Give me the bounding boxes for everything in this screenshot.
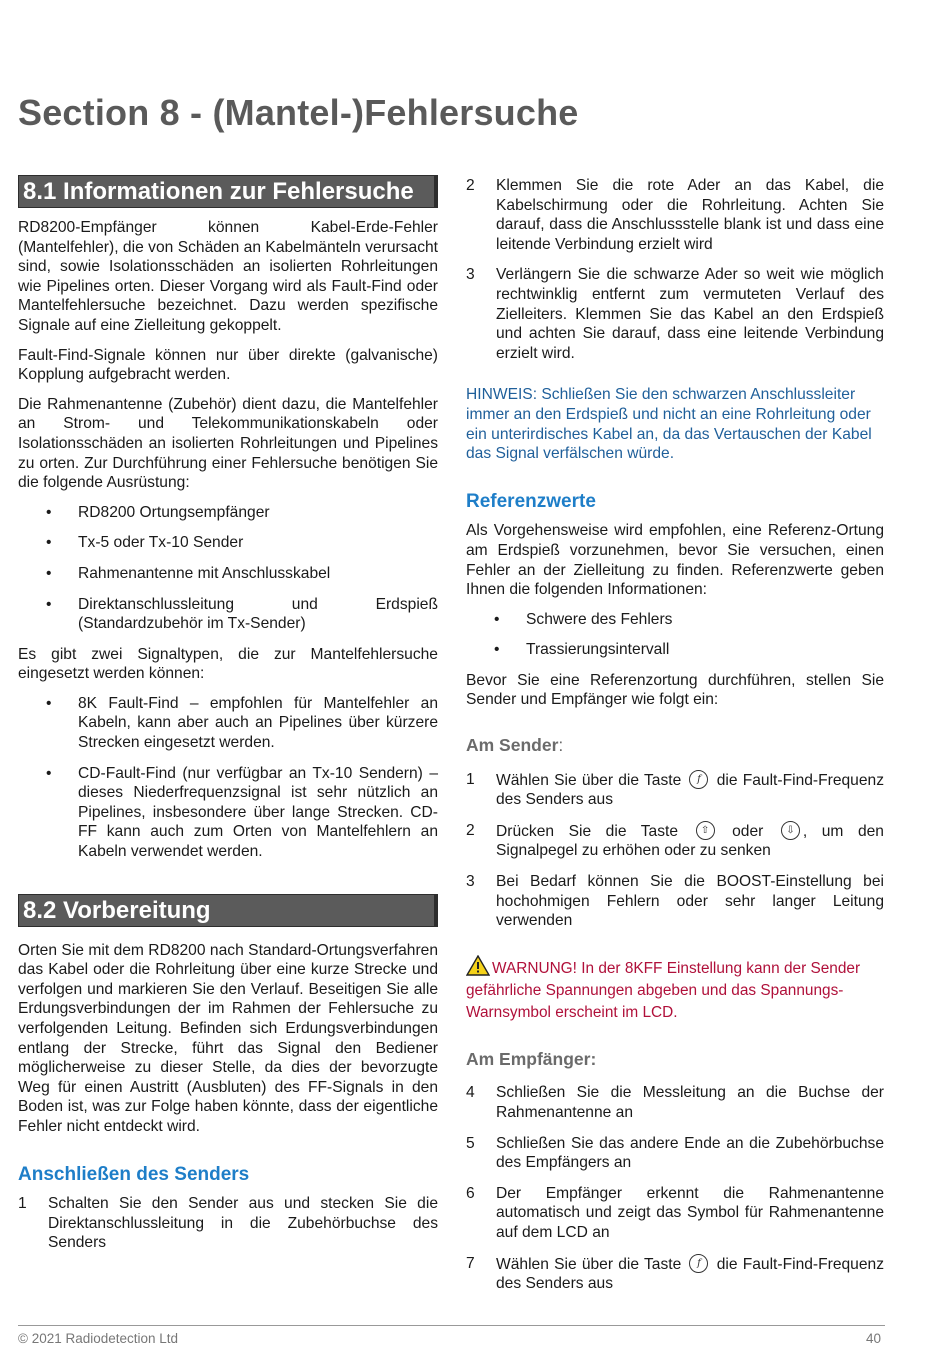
frame-antenna-paragraph: Die Rahmenantenne (Zubehör) dient dazu, die Mantelfehler an Strom- und Telekommunikationskabeln oder Isolationsschäden an isolierten Rohrleitungen und Pipelines zu orten. Zur Durchführung einer Fehlersuche benötigen Sie die folgende Ausrüstung: [18,395,438,492]
list-item: • RD8200 Ortungsempfänger [18,503,438,523]
reference-list [466,610,884,660]
reference-setup-paragraph: Bevor Sie eine Referenzortung durchführen, stellen Sie Sender und Empfänger wie folgt ein: [466,671,884,709]
warning-text: WARNUNG! In der 8KFF Einstellung kann der Sender gefährliche Spannungen abgeben und das Spannungs-Warnsymbol erscheint im LCD. [466,959,861,1021]
connect-steps [18,1194,438,1253]
warning-block [466,955,884,1024]
step-text-part: oder [732,822,764,840]
step-number: 3 [466,873,475,891]
step-number: 4 [466,1084,475,1102]
step-item [466,176,884,254]
page-title: Section 8 - (Mantel-)Fehlersuche [18,92,579,133]
page-number: 40 [866,1331,882,1346]
step-text: Schließen Sie das andere Ende an die Zubehörbuchse des Empfängers an [496,1134,884,1172]
fault-find-key-icon: f [689,770,708,789]
signal-types-list [18,694,438,862]
step-item [466,265,884,363]
warning-triangle-icon [466,955,490,976]
list-item: • Rahmenantenne mit Anschlusskabel [18,564,438,584]
receiver-heading: Am Empfänger: [466,1048,597,1069]
step-number: 7 [466,1254,475,1272]
reference-paragraph: Als Vorgehensweise wird empfohlen, eine Referenz-Ortung am Erdspieß vorzunehmen, bevor Sie versuchen, einen Fehler an der Zielleitung zu finden. Referenzwerte geben Ihnen die folgenden Informationen: [466,522,884,599]
step-number: 6 [466,1184,475,1202]
list-item: • Direktanschlussleitung und Erdspieß (Standardzubehör im Tx-Sender) [18,595,438,634]
sender-steps [466,770,884,931]
list-item: • Schwere des Fehlers [466,610,884,630]
step-item [18,1194,438,1253]
step-text: Schalten Sie den Sender aus und stecken Sie die Direktanschlussleitung in die Zubehörbuchse des Senders [48,1195,438,1252]
step-item [466,872,884,931]
step-item [466,1083,884,1122]
step-text-part: Drücken Sie die Taste [496,822,679,840]
step-text [496,823,884,860]
step-number: 3 [466,266,475,284]
right-column [466,176,884,1305]
connect-sender-heading: Anschließen des Senders [18,1163,250,1185]
up-arrow-key-icon: ⇧ [696,821,715,840]
step-number: 2 [466,177,475,194]
step-item [466,1184,884,1243]
footer-divider [18,1325,885,1326]
step-item [466,770,884,810]
step-text: Klemmen Sie die rote Ader an das Kabel, die Kabelschirmung oder die Rohrleitung. Achten Sie darauf, dass die Anschlussstelle blank ist und dass eine leitende Verbindung erzielt wird [496,177,884,253]
step-number: 2 [466,821,475,839]
down-arrow-key-icon: ⇩ [781,821,800,840]
fault-find-key-icon: f [689,1254,708,1273]
note-text: HINWEIS: Schließen Sie den schwarzen Anschlussleiter immer an den Erdspieß und nicht an eine Rohrleitung oder ein unterirdisches Kabel an, da das Vertauschen der Kabel das Signal verfälschen würde. [466,386,872,463]
sender-heading-label: Am Sender [466,735,559,756]
list-item: • Tx-5 oder Tx-10 Sender [18,533,438,553]
intro-paragraph: RD8200-Empfänger können Kabel-Erde-Fehler (Mantelfehler), die von Schäden an Kabelmänteln verursacht sind, sowie Isolationsschäden an isolierten Rohrleitungen wie Pipelines orten. Dieser Vorgang wird als Fault-Find oder Mantelfehlersuche bezeichnet. Dazu werden spezifische Signale auf eine Zielleitung gekoppelt. [18,219,438,334]
step-item [466,1134,884,1173]
step-number: 1 [18,1195,27,1213]
step-text [496,772,884,809]
sender-heading [466,736,884,756]
step-text [496,1256,884,1293]
list-item: • CD-Fault-Find (nur verfügbar an Tx-10 Sendern) – dieses Niederfrequenzsignal ist sehr nützlich an Pipelines, insbesondere über lange Strecken. CD-FF kann auch zum Orten von Mantelfehlern an Kabeln verwendet werden. [18,764,438,862]
left-column [18,175,438,1264]
list-item: • 8K Fault-Find – empfohlen für Mantelfehler an Kabeln, kann aber auch an Pipelines über kürzere Strecken eingesetzt werden. [18,694,438,753]
connect-steps-continued [466,176,884,363]
step-item [466,1254,884,1294]
step-text: Schließen Sie die Messleitung an die Buchse der Rahmenantenne an [496,1084,884,1121]
step-text: Verlängern Sie die schwarze Ader so weit wie möglich rechtwinklig entfernt zum vermuteten Verlauf des Zielleiters. Klemmen Sie das Kabel an den Erdspieß und achten Sie darauf, dass eine leitende Verbindung erzielt wird. [496,266,884,362]
signal-types-paragraph: Es gibt zwei Signaltypen, die zur Mantelfehlersuche eingesetzt werden können: [18,645,438,683]
reference-values-heading: Referenzwerte [466,490,596,512]
section-8-2-heading: 8.2 Vorbereitung [18,894,438,927]
receiver-steps [466,1083,884,1293]
step-number: 5 [466,1134,475,1152]
step-text-part: die Fault-Find-Frequenz des Senders aus [496,771,884,809]
step-text-part: Wählen Sie über die Taste [496,771,682,789]
sender-heading-colon: : [558,735,564,756]
section-8-1-heading: 8.1 Informationen zur Fehlersuche [18,175,438,208]
step-text: Der Empfänger erkennt die Rahmenantenne automatisch und zeigt das Symbol für Rahmenantenne auf dem LCD an [496,1184,884,1241]
preparation-paragraph: Orten Sie mit dem RD8200 nach Standard-Ortungsverfahren das Kabel oder die Rohrleitung über eine kurze Strecke und verfolgen und markieren Sie den Verlauf. Beseitigen Sie alle Erdungsverbindungen der im Rahmen der Fehlersuche zu verfolgenden Leitung. Befinden sich Erdungsverbindungen entlang der Strecke, führt das Signal den Bediener möglicherweise zu dieser Stelle, da dies der bevorzugte Weg für einen Austritt (Ausbluten) des FF-Signals in den Boden ist, was zur Folge haben könnte, dass der eigentliche Fehler nicht entdeckt wird. [18,941,438,1135]
fault-find-signal-paragraph: Fault-Find-Signale können nur über direkte (galvanische) Kopplung aufgebracht werden. [18,346,438,384]
step-item [466,821,884,861]
step-text-part: , um den Signalpegel zu erhöhen oder zu senken [496,822,884,860]
footer-copyright: © 2021 Radiodetection Ltd [18,1331,179,1346]
list-item: • Trassierungsintervall [466,640,884,660]
step-text: Bei Bedarf können Sie die BOOST-Einstellung bei hochohmigen Fehlern oder sehr langer Leitung verwenden [496,873,884,930]
step-text-part: Wählen Sie über die Taste [496,1255,682,1273]
step-text-part: die Fault-Find-Frequenz des Senders aus [496,1255,884,1293]
step-number: 1 [466,770,475,788]
equipment-list [18,503,438,634]
